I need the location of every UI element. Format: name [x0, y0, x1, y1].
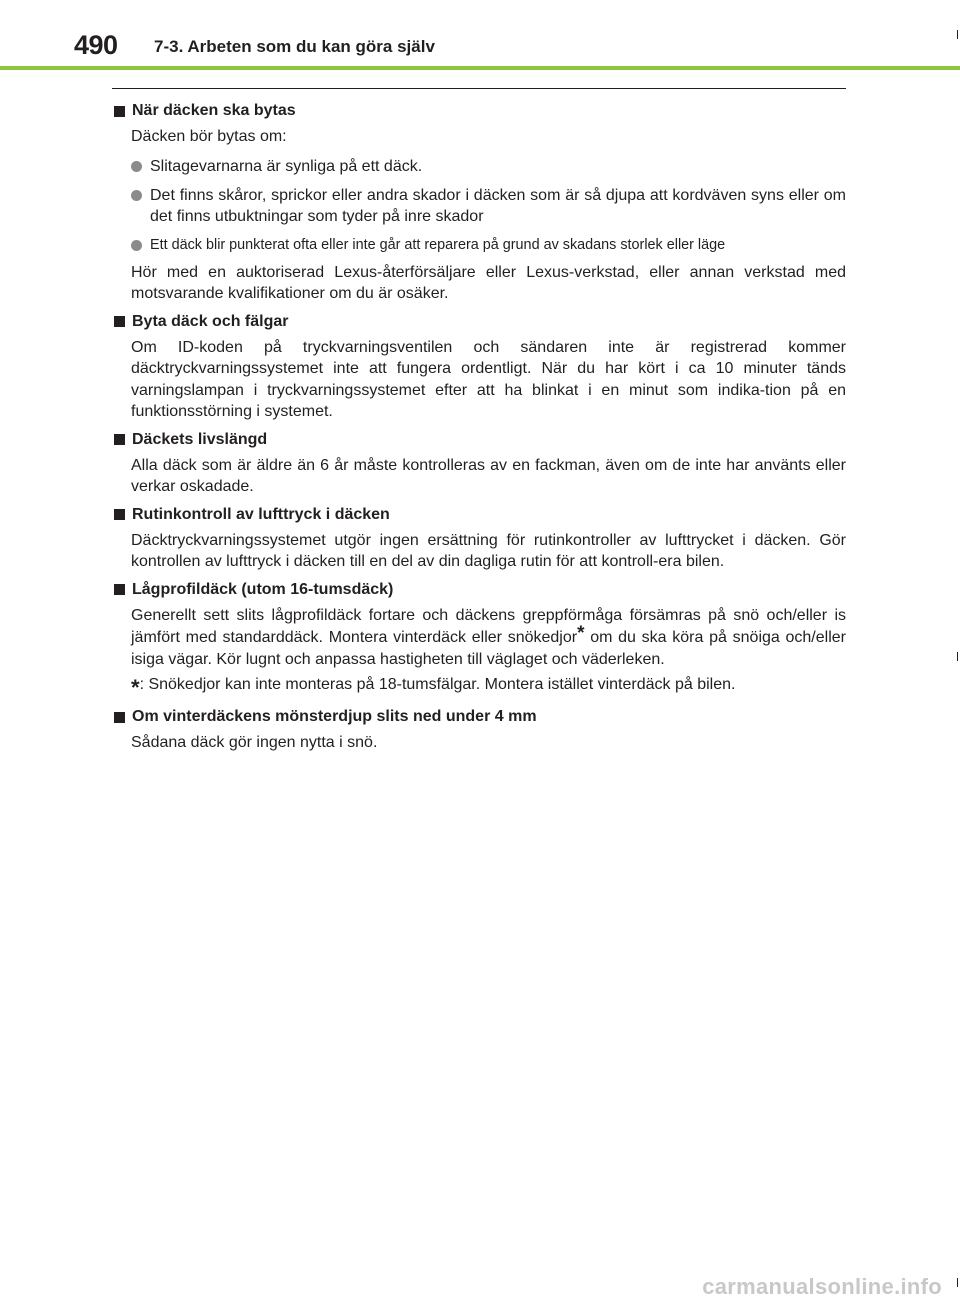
page-body [112, 100, 846, 754]
header-rule [0, 66, 960, 70]
text-part: Generellt sett slits lågprofildäck fortare och däckens greppförmåga försämras på snö och/eller is jämfört med standarddäck. Montera vinterdäck eller snökedjor [131, 606, 846, 646]
section-heading [112, 504, 846, 526]
section-intro: Däcken bör bytas om: [131, 128, 287, 145]
list-item-text: Det finns skåror, sprickor eller andra skador i däcken som är så djupa att kordväven syns eller om det finns utbuktningar som tyder på inre skador [150, 186, 846, 225]
square-bullet-icon [114, 316, 125, 327]
section-title: Däckets livslängd [132, 430, 268, 448]
section-title: När däcken ska bytas [132, 102, 296, 119]
round-bullet-icon [131, 190, 142, 201]
footnote-asterisk: * [131, 675, 140, 700]
square-bullet-icon [114, 584, 125, 595]
square-bullet-icon [114, 509, 125, 520]
section-low-profile-tires [112, 579, 846, 699]
section-text: Hör med en auktoriserad Lexus-återförsäljare eller Lexus-verkstad, eller annan verkstad med motsvarande kvalifikationer om du är osäker. [131, 263, 846, 302]
section-tires-and-rims [112, 311, 846, 423]
content-divider [112, 88, 846, 89]
section-tire-lifespan [112, 429, 846, 498]
crop-mark [957, 1278, 958, 1287]
section-title: Om vinterdäckens mönsterdjup slits ned under 4 mm [132, 708, 537, 725]
footnote-text: : Snökedjor kan inte monteras på 18-tumsfälgar. Montera istället vinterdäck på bilen. [139, 676, 736, 693]
section-winter-tread-depth [112, 706, 846, 754]
section-text: Om ID-koden på tryckvarningsventilen och sändaren inte är registrerad kommer däcktryckvarningssystemet inte att fungera ordentligt. När du har kört i ca 10 minuter tänds varningslampan i tryckvarningssystemet efter att ha blinkat i en minut som indika-tion på en funktionsstörning i systemet. [131, 338, 846, 420]
square-bullet-icon [114, 434, 125, 445]
text-part: om du ska köra på snöiga och/eller isiga vägar. Kör lugnt och anpassa hastigheten till väglaget och väderleken. [131, 629, 846, 668]
section-heading [112, 311, 846, 333]
list-item-text: Slitagevarnarna är synliga på ett däck. [150, 157, 423, 175]
section-heading [112, 100, 846, 122]
round-bullet-icon [131, 161, 142, 172]
asterisk-mark: * [577, 623, 585, 644]
watermark: carmanualsonline.info [702, 1274, 942, 1299]
section-title: Rutinkontroll av lufttryck i däcken [132, 505, 390, 523]
section-heading [112, 706, 846, 728]
section-routine-pressure-check [112, 504, 846, 573]
section-heading [112, 579, 846, 601]
crop-mark [957, 30, 958, 39]
page-number: 490 [74, 30, 118, 60]
list-item [131, 185, 846, 227]
section-text: Alla däck som är äldre än 6 år måste kontrolleras av en fackman, även om de inte har använts eller verkar oskadade. [131, 456, 846, 495]
section-title: Lågprofildäck (utom 16-tumsdäck) [132, 580, 394, 598]
section-text: Sådana däck gör ingen nytta i snö. [131, 734, 378, 751]
section-title: Byta däck och fälgar [132, 312, 289, 330]
crop-mark [957, 652, 958, 661]
round-bullet-icon [131, 240, 142, 251]
section-tire-replacement [112, 100, 846, 305]
list-item [131, 156, 846, 177]
section-text [131, 605, 846, 671]
square-bullet-icon [114, 712, 125, 723]
section-heading [112, 429, 846, 451]
chapter-title: 7-3. Arbeten som du kan göra själv [154, 37, 435, 56]
footnote [131, 674, 846, 698]
list-item-text: Ett däck blir punkterat ofta eller inte går att reparera på grund av skadans storlek eller läge [150, 236, 726, 253]
section-text: Däcktryckvarningssystemet utgör ingen ersättning för rutinkontroller av lufttrycket i däcken. Gör kontrollen av lufttryck i däcken till en del av din dagliga rutin för att kontroll-era bilen. [131, 531, 846, 570]
list-item [131, 235, 846, 256]
square-bullet-icon [114, 106, 125, 117]
